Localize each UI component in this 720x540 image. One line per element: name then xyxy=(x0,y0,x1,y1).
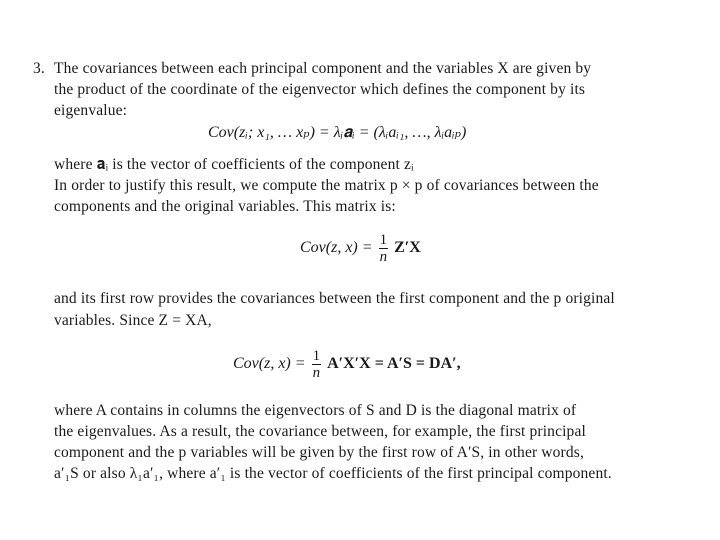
eq3-rhs: A′X′X = A′S = DA′, xyxy=(327,355,461,373)
justify-line-2: components and the original variables. This matrix is: xyxy=(54,198,396,215)
intro-line-1: The covariances between each principal component and the variables X are given by xyxy=(54,60,592,77)
eq2-numerator: 1 xyxy=(379,232,388,248)
conclusion-line-2: the eigenvalues. As a result, the covariance between, for example, the first principal xyxy=(54,423,586,440)
eq2-denominator: n xyxy=(379,249,388,265)
first-row-line-2: variables. Since Z = XA, xyxy=(54,312,212,329)
eq3-numerator: 1 xyxy=(312,348,321,364)
intro-line-3: eigenvalue: xyxy=(54,102,128,119)
eq3-fraction xyxy=(312,348,322,381)
equation-cov-expansion xyxy=(233,348,461,381)
conclusion-line-1: where A contains in columns the eigenvectors of S and D is the diagonal matrix of xyxy=(54,402,577,419)
conclusion-line-4: a′₁S or also λ₁a′₁, where a′₁ is the vector of coefficients of the first principal component. xyxy=(54,465,612,482)
conclusion-line-3: component and the p variables will be given by the first row of A′S, in other words, xyxy=(54,444,584,461)
eq2-lhs: Cov(z, x) = xyxy=(300,239,373,257)
eq3-lhs: Cov(z, x) = xyxy=(233,355,306,373)
equation-cov-zx xyxy=(300,232,421,265)
eq3-denominator: n xyxy=(312,365,321,381)
first-row-line-1: and its first row provides the covariances between the first component and the p original xyxy=(54,290,615,307)
justify-line-1: In order to justify this result, we compute the matrix p × p of covariances between the xyxy=(54,177,599,194)
item-number: 3. xyxy=(33,60,45,77)
equation-covariance-eigen: Cov(zᵢ; x₁, … xₚ) = λᵢ𝐚ᵢ = (λᵢaᵢ₁, …, λᵢaᵢₚ) xyxy=(208,124,467,141)
intro-line-2: the product of the coordinate of the eigenvector which defines the component by its xyxy=(54,81,586,98)
eq2-rhs: Z′X xyxy=(394,239,421,257)
where-a-text: where 𝐚ᵢ is the vector of coefficients of the component zᵢ xyxy=(54,156,414,173)
eq2-fraction xyxy=(379,232,389,265)
